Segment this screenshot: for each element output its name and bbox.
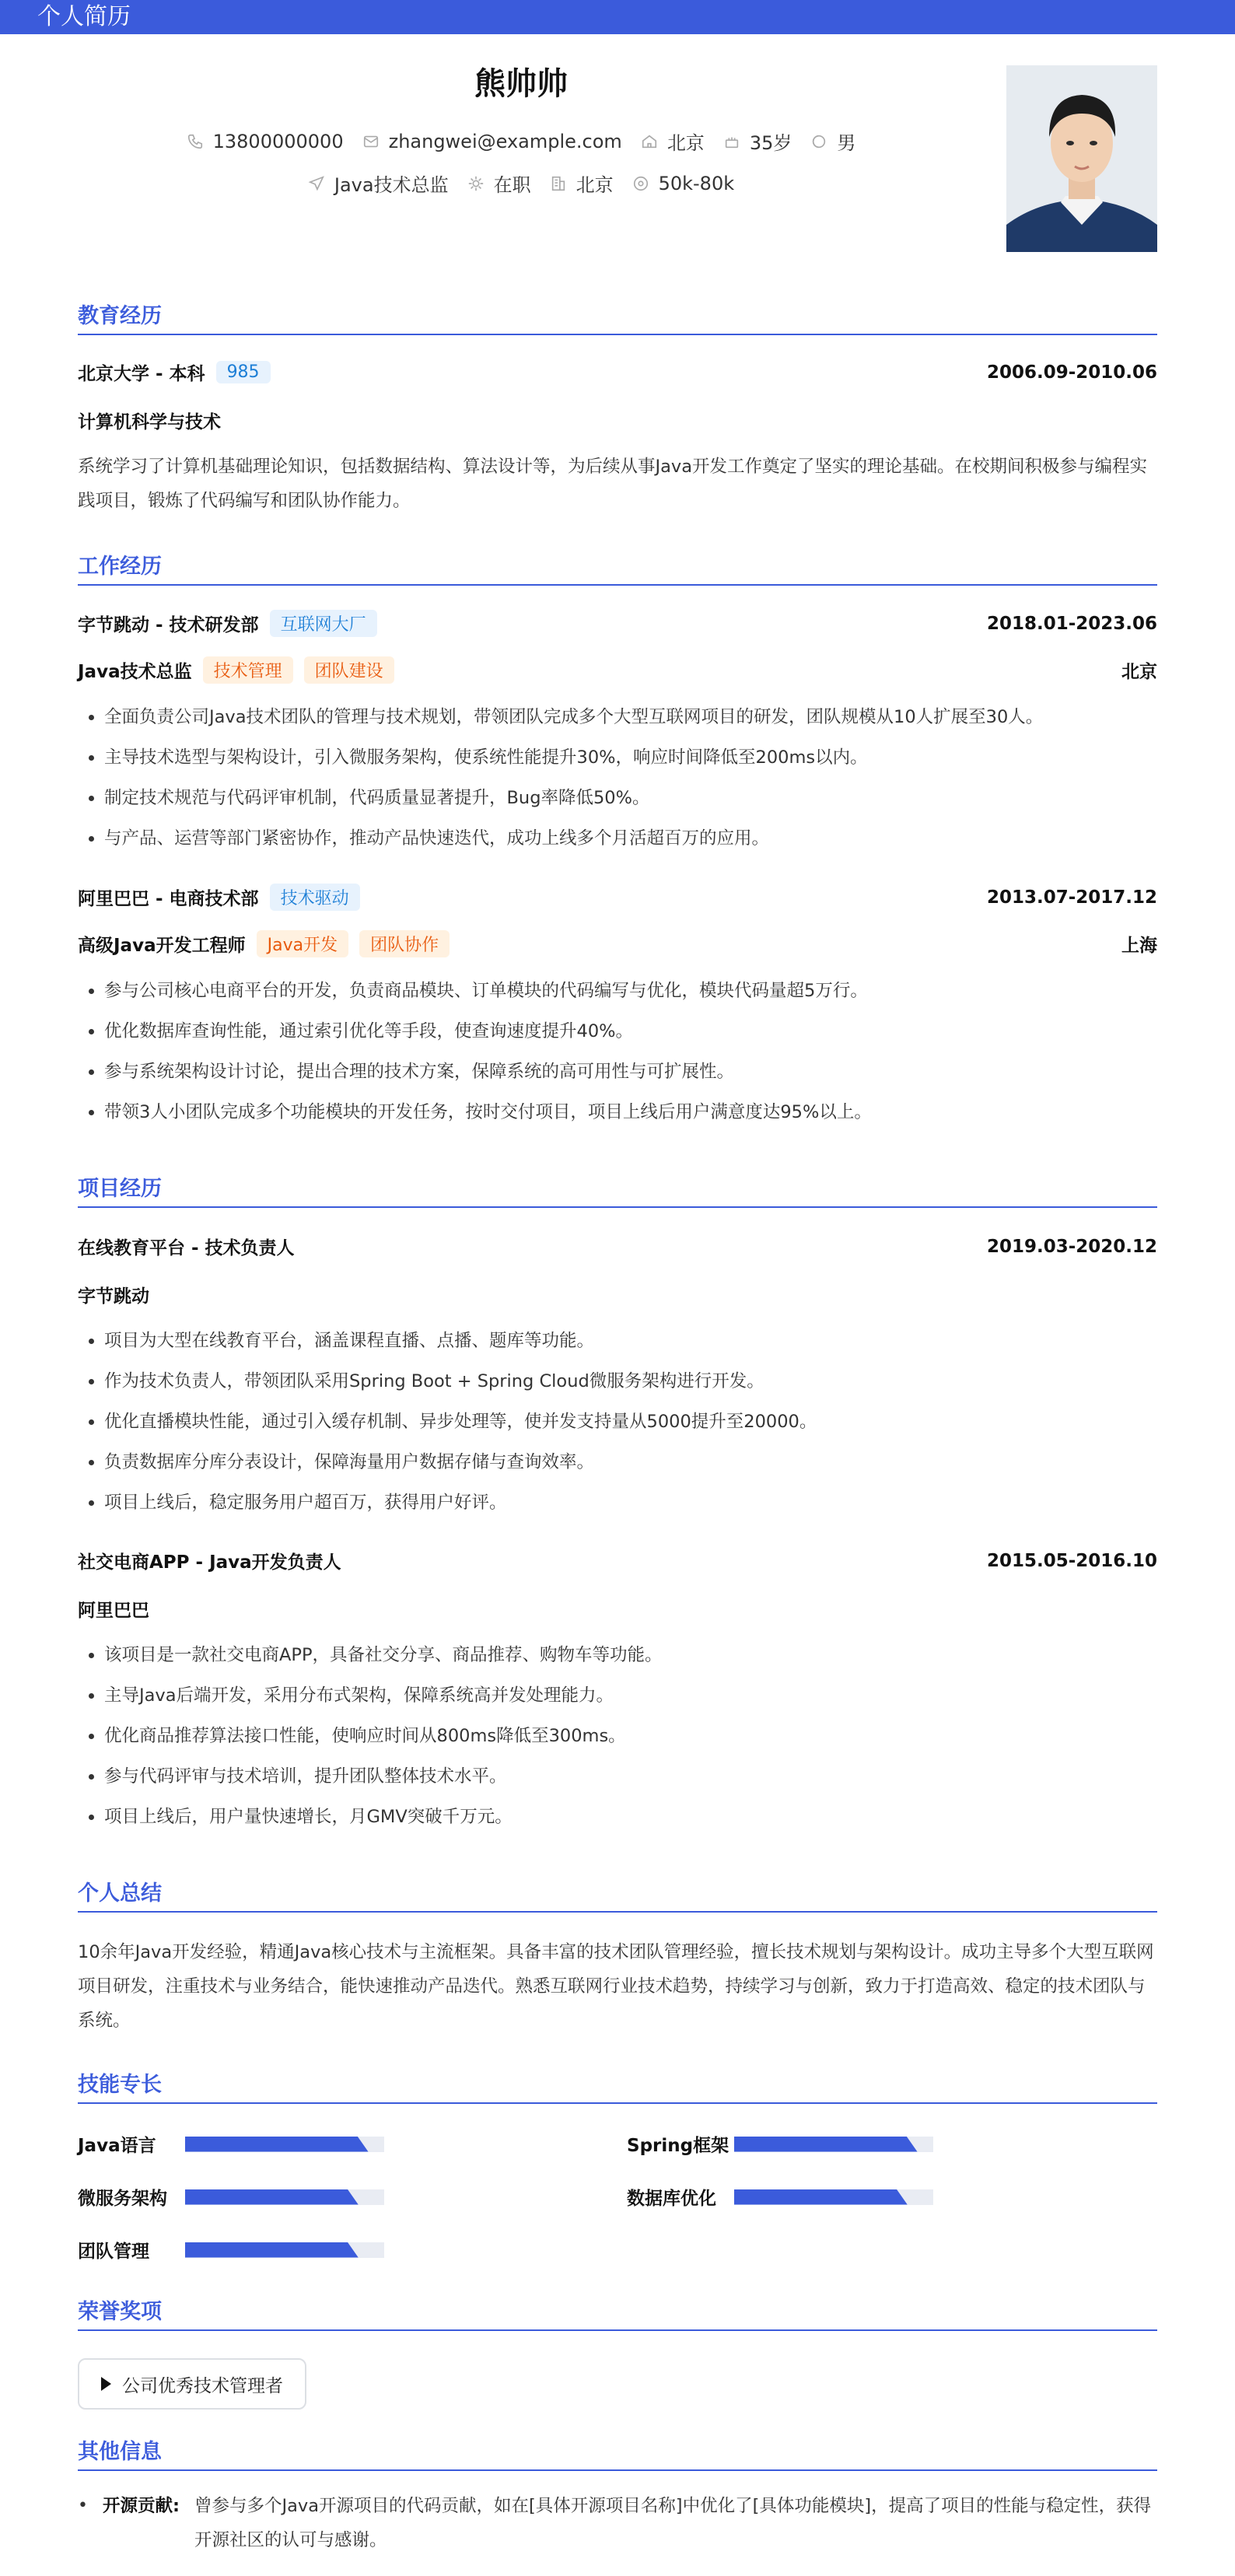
skill-bar [734, 2189, 933, 2205]
skill-name: Spring框架 [627, 2136, 729, 2156]
education-description: 系统学习了计算机基础理论知识，包括数据结构、算法设计等，为后续从事Java开发工作奠定了坚实的理论基础。在校期间积极参与编程实践项目，锻炼了代码编写和团队协作能力。 [78, 457, 1148, 511]
award-label: 公司优秀技术管理者 [122, 2375, 283, 2396]
skill-bar [734, 2137, 933, 2152]
list-item: • 与产品、运营等部门紧密协作，推动产品快速迭代，成功上线多个月活超百万的应用。 [104, 818, 1184, 859]
skill-bar-fill [734, 2137, 918, 2152]
project-company: 字节跳动 [78, 1286, 149, 1307]
position-icon [308, 175, 325, 192]
skill-name: 团队管理 [78, 2242, 149, 2262]
list-item: • 主导Java后端开发，采用分布式架构，保障系统高并发处理能力。 [104, 1675, 1184, 1716]
skill-bar [185, 2242, 384, 2258]
education-section-title: 教育经历 [78, 299, 1157, 335]
list-item: • 项目为大型在线教育平台，涵盖课程直播、点播、题库等功能。 [104, 1321, 1184, 1361]
school-tag: 985 [216, 361, 271, 383]
skill-bar-fill [185, 2137, 369, 2152]
portrait-image [1006, 65, 1157, 252]
skill-item [78, 2237, 384, 2263]
phone-icon [187, 133, 204, 150]
skill-bar-fill [185, 2189, 359, 2205]
list-item: • 优化直播模块性能，通过引入缓存机制、异步处理等，使并发支持量从5000提升至20000。 [104, 1402, 1184, 1442]
job-duties-list [78, 971, 1184, 1132]
list-item: • 优化商品推荐算法接口性能，使响应时间从800ms降低至300ms。 [104, 1716, 1184, 1756]
job-header-row [78, 884, 1157, 911]
job-role-row [78, 656, 1157, 684]
status-icon [467, 175, 485, 192]
skills-section-title: 技能专长 [78, 2067, 1157, 2104]
project-name: 社交电商APP - Java开发负责人 [78, 1552, 341, 1573]
job-header-row [78, 610, 1157, 637]
building-icon [550, 175, 567, 192]
project-header-row [78, 1548, 1157, 1573]
email-info: zhangwei@example.com [362, 128, 622, 155]
age-info: 35岁 [723, 128, 792, 155]
skill-item [627, 2131, 933, 2157]
summary-section-title: 个人总结 [78, 1876, 1157, 1913]
profile-photo [1006, 65, 1157, 252]
award-item [78, 2358, 306, 2410]
job-role: 高级Java开发工程师 [78, 936, 246, 956]
list-item: • 作为技术负责人，带领团队采用Spring Boot + Spring Cloud微服务架构进行开发。 [104, 1361, 1184, 1402]
role-tag: 技术管理 [203, 656, 293, 684]
skill-item [78, 2131, 384, 2157]
job-duties-list [78, 697, 1184, 859]
projects-section-title: 项目经历 [78, 1171, 1157, 1208]
company-name: 阿里巴巴 - 电商技术部 [78, 889, 259, 909]
skill-name: Java语言 [78, 2136, 156, 2156]
list-item: • 全面负责公司Java技术团队的管理与技术规划，带领团队完成多个大型互联网项目的研发，团队规模从10人扩展至30人。 [104, 697, 1184, 737]
phone-info: 13800000000 [187, 128, 344, 155]
company-name: 字节跳动 - 技术研发部 [78, 615, 259, 635]
list-item: • 参与系统架构设计讨论，提出合理的技术方案，保障系统的高可用性与可扩展性。 [104, 1052, 1184, 1092]
project-date: 2015.05-2016.10 [986, 1550, 1157, 1571]
project-items-list [78, 1635, 1184, 1837]
company-tag: 技术驱动 [270, 884, 360, 911]
role-tag: 团队建设 [304, 656, 394, 684]
list-item: • 项目上线后，用户量快速增长，月GMV突破千万元。 [104, 1797, 1184, 1837]
job-date: 2013.07-2017.12 [986, 887, 1157, 908]
education-date: 2006.09-2010.06 [986, 362, 1157, 383]
job-date: 2018.01-2023.06 [986, 613, 1157, 634]
school-name: 北京大学 - 本科 [78, 364, 205, 384]
age-icon [723, 133, 740, 150]
list-item: • 项目上线后，稳定服务用户超百万，获得用户好评。 [104, 1482, 1184, 1523]
project-date: 2019.03-2020.12 [986, 1236, 1157, 1257]
list-item: • 主导技术选型与架构设计，引入微服务架构，使系统性能提升30%，响应时间降低至200ms以内。 [104, 737, 1184, 778]
position-info: Java技术总监 [308, 170, 449, 197]
role-tag: Java开发 [257, 930, 348, 957]
skill-name: 数据库优化 [627, 2189, 716, 2209]
play-triangle-icon [101, 2377, 111, 2391]
job-role-row [78, 930, 1157, 957]
list-item: • 参与公司核心电商平台的开发，负责商品模块、订单模块的代码编写与优化，模块代码量超5万行。 [104, 971, 1184, 1011]
candidate-name: 熊帅帅 [474, 66, 568, 102]
education-header-row [78, 359, 1157, 385]
header-title: 个人简历 [37, 3, 131, 30]
mail-icon [362, 133, 380, 150]
list-item: • 该项目是一款社交电商APP，具备社交分享、商品推荐、购物车等功能。 [104, 1635, 1184, 1675]
other-info-value: 曾参与多个Java开源项目的代码贡献，如在[具体开源项目名称]中优化了[具体功能模块]，提高了项目的性能与稳定性，获得开源社区的认可与感谢。 [194, 2496, 1152, 2550]
project-company: 阿里巴巴 [78, 1601, 149, 1621]
work-section-title: 工作经历 [78, 549, 1157, 586]
project-name: 在线教育平台 - 技术负责人 [78, 1238, 295, 1258]
company-tag: 互联网大厂 [270, 610, 377, 637]
job-role: Java技术总监 [78, 662, 192, 682]
other-info-item [78, 2489, 1157, 2557]
list-item: • 带领3人小团队完成多个功能模块的开发任务，按时交付项目，项目上线后用户满意度达95%以上。 [104, 1092, 1184, 1132]
target-city-info: 北京 [550, 170, 614, 197]
other-section-title: 其他信息 [78, 2434, 1157, 2471]
home-icon [641, 133, 658, 150]
skill-name: 微服务架构 [78, 2189, 167, 2209]
top-title-bar [0, 0, 1235, 34]
skill-item [78, 2184, 384, 2210]
list-item: • 参与代码评审与技术培训，提升团队整体技术水平。 [104, 1756, 1184, 1797]
location-info: 北京 [641, 128, 705, 155]
contact-row [0, 128, 1042, 155]
skill-item [627, 2184, 933, 2210]
major: 计算机科学与技术 [78, 412, 221, 432]
salary-icon [632, 175, 649, 192]
summary-text: 10余年Java开发经验，精通Java核心技术与主流框架。具备丰富的技术团队管理经验，擅长技术规划与架构设计。成功主导多个大型互联网项目研发，注重技术与业务结合，能快速推动产品迭代。熟悉互联网行业技术趋势，持续学习与创新，致力于打造高效、稳定的技术团队与系统。 [78, 1942, 1154, 2031]
salary-info: 50k-80k [632, 170, 735, 197]
list-item: • 优化数据库查询性能，通过索引优化等手段，使查询速度提升40%。 [104, 1011, 1184, 1052]
project-header-row [78, 1234, 1157, 1259]
status-info: 在职 [467, 170, 531, 197]
skill-bar [185, 2137, 384, 2152]
project-items-list [78, 1321, 1184, 1523]
awards-section-title: 荣誉奖项 [78, 2294, 1157, 2331]
role-tag: 团队协作 [359, 930, 450, 957]
gender-icon [810, 133, 827, 150]
list-item: • 负责数据库分库分表设计，保障海量用户数据存储与查询效率。 [104, 1442, 1184, 1482]
gender-info: 男 [810, 128, 855, 155]
job-city: 上海 [1121, 936, 1157, 956]
skill-bar-fill [734, 2189, 908, 2205]
bullet-dot-icon: • [78, 2496, 88, 2515]
job-info-row [0, 170, 1042, 197]
skill-bar [185, 2189, 384, 2205]
skill-bar-fill [185, 2242, 359, 2258]
job-city: 北京 [1121, 662, 1157, 682]
other-info-key: 开源贡献: [103, 2496, 180, 2516]
list-item: • 制定技术规范与代码评审机制，代码质量显著提升，Bug率降低50%。 [104, 778, 1184, 818]
